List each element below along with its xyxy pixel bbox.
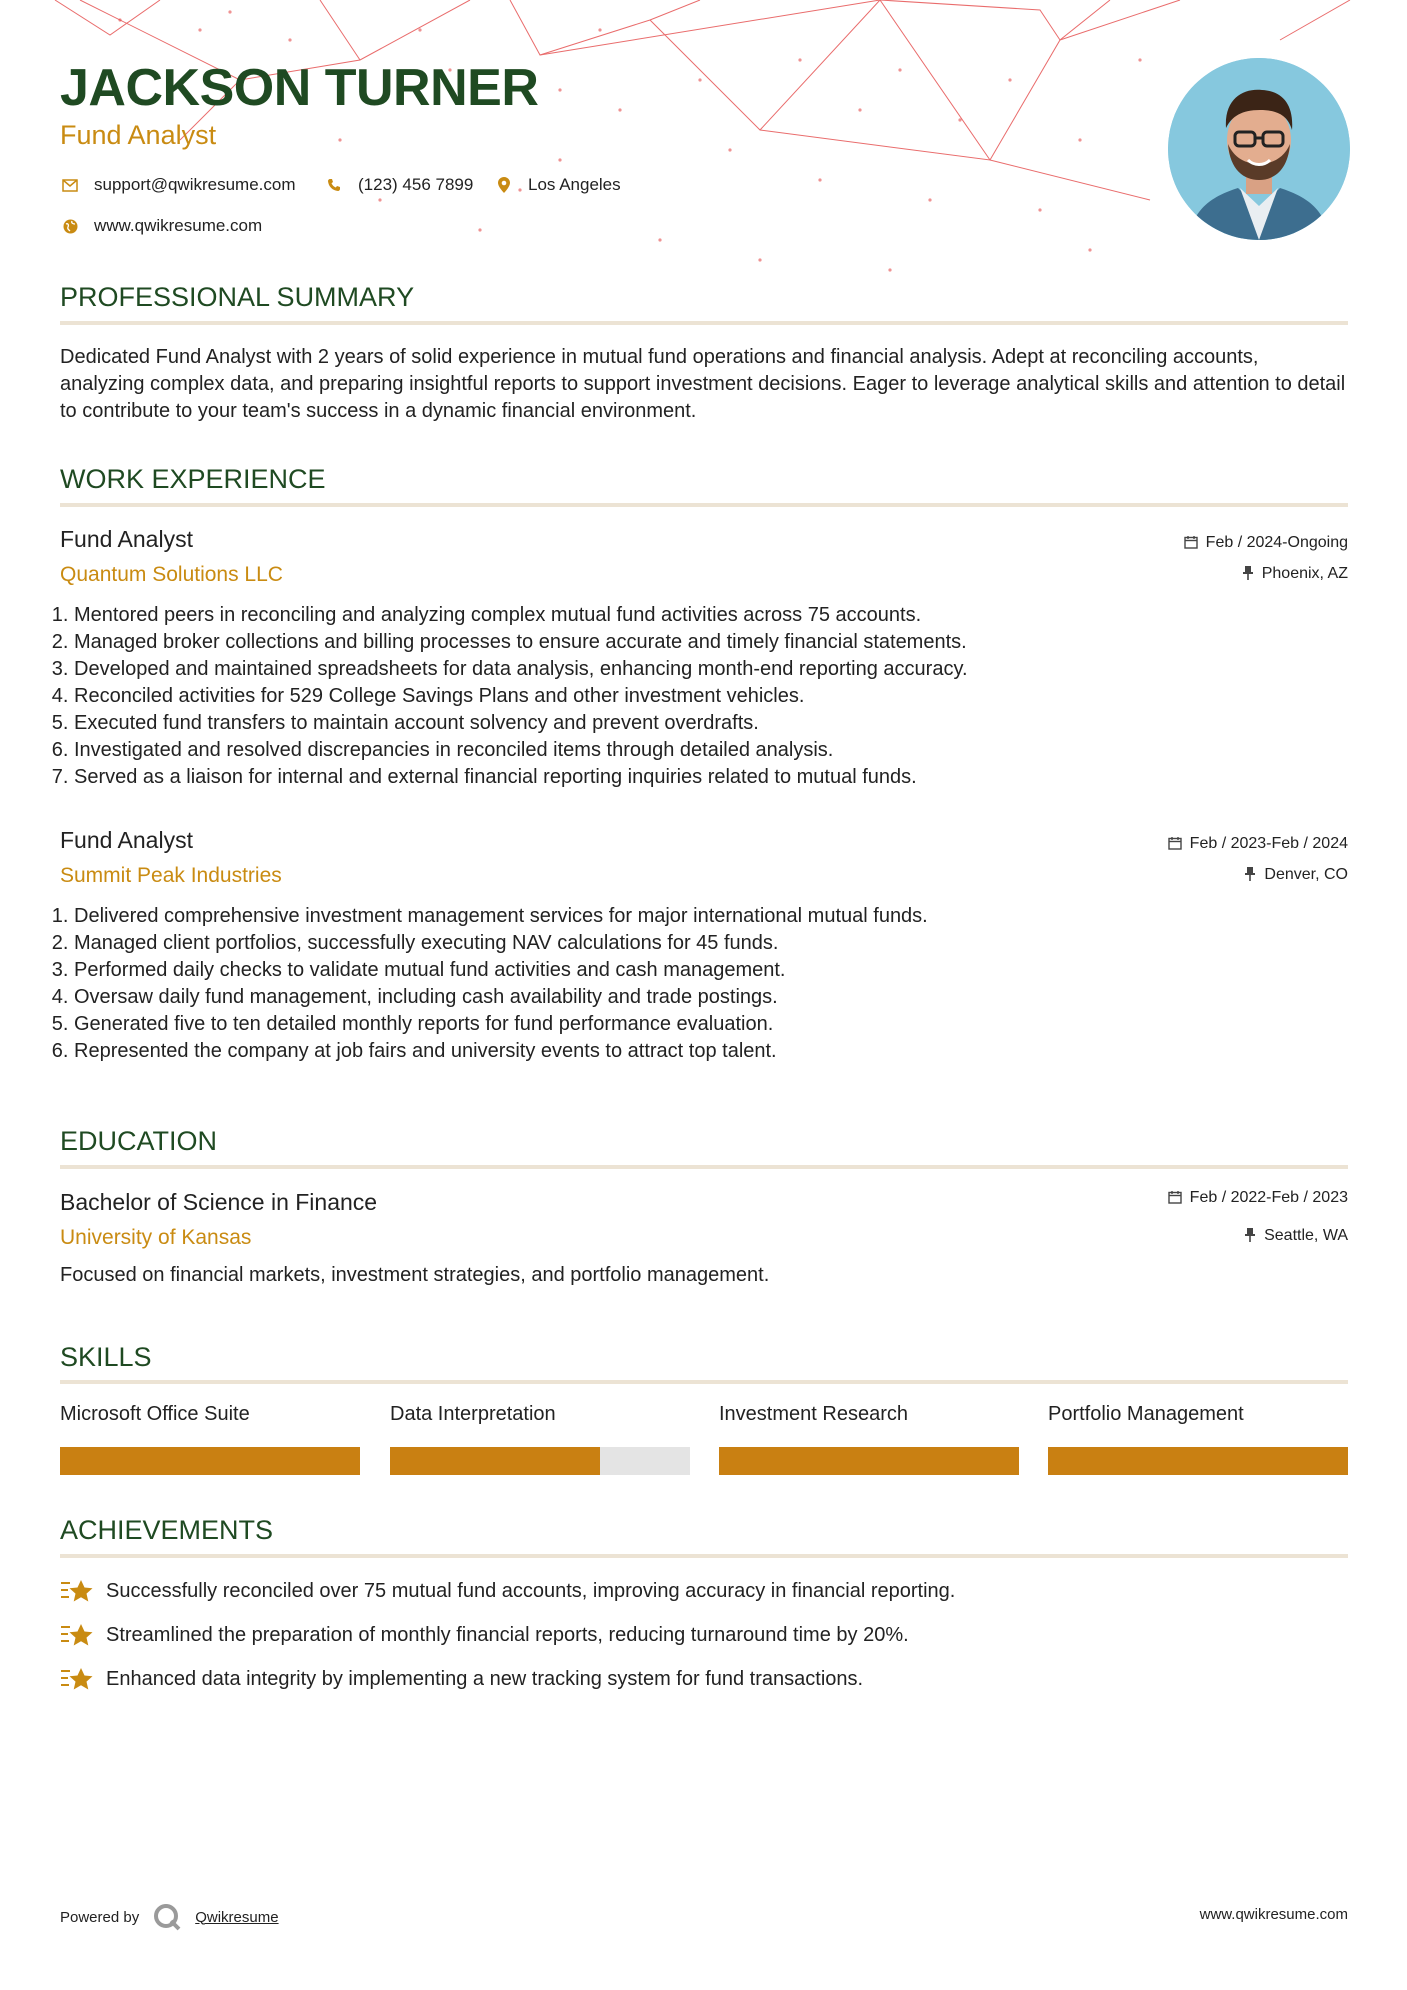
skill-item (390, 1403, 690, 1475)
education-divider (60, 1165, 1348, 1169)
phone-contact[interactable] (324, 175, 473, 195)
job-2-location (1244, 866, 1348, 884)
job-1-company: Quantum Solutions LLC (60, 563, 283, 586)
experience-heading: WORK EXPERIENCE (60, 464, 326, 494)
list-item: 7. Served as a liaison for internal and external financial reporting inquiries related to mutual funds. (74, 764, 968, 791)
footer-website[interactable]: www.qwikresume.com (1199, 1906, 1348, 1923)
skill-item (719, 1403, 1019, 1475)
list-item: 2. Managed broker collections and billing processes to ensure accurate and timely financial statements. (74, 629, 968, 656)
skill-bar-fill (60, 1447, 360, 1475)
globe-icon (60, 216, 80, 236)
star-icon (60, 1665, 94, 1693)
job-2-dates-text: Feb / 2023-Feb / 2024 (1189, 835, 1348, 852)
skill-bar (60, 1447, 360, 1475)
skill-bar-fill (1048, 1447, 1348, 1475)
map-pin-icon (494, 175, 514, 195)
skill-item (1048, 1403, 1348, 1475)
calendar-icon (1168, 836, 1182, 853)
skill-item (60, 1403, 360, 1475)
candidate-name: JACKSON TURNER (60, 59, 539, 117)
job-1-location (1242, 565, 1348, 583)
email-text: support@qwikresume.com (94, 175, 296, 194)
phone-icon (324, 175, 344, 195)
qwikresume-logo-icon (153, 1903, 181, 1931)
qwikresume-link[interactable]: Qwikresume (195, 1908, 279, 1926)
list-item: 6. Investigated and resolved discrepancies in reconciled items through detailed analysis. (74, 737, 968, 764)
education-degree: Bachelor of Science in Finance (60, 1189, 378, 1215)
footer-powered-by (60, 1903, 279, 1931)
list-item: 4. Reconciled activities for 529 College Savings Plans and other investment vehicles. (74, 683, 968, 710)
skill-bar-fill (390, 1447, 600, 1475)
education-dates-text: Feb / 2022-Feb / 2023 (1189, 1189, 1348, 1206)
achievement-text: Successfully reconciled over 75 mutual fund accounts, improving accuracy in financial reporting. (106, 1579, 956, 1602)
job-2-dates (1168, 835, 1348, 853)
star-icon (60, 1577, 94, 1605)
education-location-text: Seattle, WA (1264, 1227, 1348, 1244)
skill-bar-fill (719, 1447, 1019, 1475)
powered-by-label: Powered by (60, 1908, 140, 1926)
achievement-item (60, 1577, 955, 1605)
candidate-role: Fund Analyst (60, 120, 217, 150)
star-icon (60, 1621, 94, 1649)
achievements-divider (60, 1554, 1348, 1558)
pin-icon (1244, 1228, 1256, 1245)
location-text: Los Angeles (528, 175, 621, 194)
list-item: 1. Mentored peers in reconciling and analyzing complex mutual fund activities across 75 accounts. (74, 602, 968, 629)
job-2-location-text: Denver, CO (1264, 866, 1348, 883)
email-contact[interactable] (60, 175, 296, 195)
skill-name: Portfolio Management (1048, 1403, 1244, 1425)
list-item: 1. Delivered comprehensive investment management services for major international mutual funds. (74, 903, 928, 930)
education-location (1244, 1227, 1348, 1245)
calendar-icon (1184, 535, 1198, 552)
achievement-text: Streamlined the preparation of monthly financial reports, reducing turnaround time by 20%. (106, 1623, 909, 1646)
profile-photo (1168, 58, 1350, 240)
job-1-dates (1184, 534, 1348, 552)
education-description: Focused on financial markets, investment strategies, and portfolio management. (60, 1264, 770, 1286)
envelope-icon (60, 175, 80, 195)
website-contact[interactable] (60, 216, 262, 236)
education-school: University of Kansas (60, 1226, 252, 1249)
skill-bar (390, 1447, 690, 1475)
job-1-dates-text: Feb / 2024-Ongoing (1205, 534, 1348, 551)
job-2-title: Fund Analyst (60, 827, 193, 853)
list-item: 5. Executed fund transfers to maintain account solvency and prevent overdrafts. (74, 710, 968, 737)
skill-name: Microsoft Office Suite (60, 1403, 250, 1425)
skill-name: Investment Research (719, 1403, 908, 1425)
pin-icon (1244, 867, 1256, 884)
job-1-location-text: Phoenix, AZ (1261, 565, 1348, 582)
job-1-bullets (54, 602, 968, 791)
calendar-icon (1168, 1190, 1182, 1207)
achievements-heading: ACHIEVEMENTS (60, 1515, 274, 1545)
list-item: 3. Performed daily checks to validate mutual fund activities and cash management. (74, 957, 928, 984)
education-heading: EDUCATION (60, 1126, 218, 1156)
summary-divider (60, 321, 1348, 325)
summary-heading: PROFESSIONAL SUMMARY (60, 282, 415, 312)
list-item: 2. Managed client portfolios, successfully executing NAV calculations for 45 funds. (74, 930, 928, 957)
phone-text: (123) 456 7899 (358, 175, 474, 194)
job-1-title: Fund Analyst (60, 526, 193, 552)
experience-divider (60, 503, 1348, 507)
skill-bar (1048, 1447, 1348, 1475)
list-item: 5. Generated five to ten detailed monthly reports for fund performance evaluation. (74, 1011, 928, 1038)
summary-text: Dedicated Fund Analyst with 2 years of solid experience in mutual fund operations and financial analysis. Adept at reconciling accounts, analyzing complex data, and preparing insightful reports to support investment decisions. Eager to leverage analytical skills and attention to detail to contribute to your team's success in a dynamic financial environment. (60, 346, 1346, 422)
achievement-item (60, 1621, 909, 1649)
achievement-item (60, 1665, 863, 1693)
skill-name: Data Interpretation (390, 1403, 556, 1425)
location-contact (494, 175, 621, 195)
pin-icon (1242, 566, 1254, 583)
list-item: 6. Represented the company at job fairs and university events to attract top talent. (74, 1038, 928, 1065)
website-text: www.qwikresume.com (94, 216, 263, 235)
skills-heading: SKILLS (60, 1342, 152, 1372)
education-dates (1168, 1189, 1348, 1207)
list-item: 3. Developed and maintained spreadsheets for data analysis, enhancing month-end reporting accuracy. (74, 656, 968, 683)
job-2-bullets (54, 903, 928, 1065)
skills-divider (60, 1380, 1348, 1384)
skill-bar (719, 1447, 1019, 1475)
job-2-company: Summit Peak Industries (60, 864, 282, 887)
list-item: 4. Oversaw daily fund management, including cash availability and trade postings. (74, 984, 928, 1011)
achievement-text: Enhanced data integrity by implementing a new tracking system for fund transactions. (106, 1667, 864, 1690)
